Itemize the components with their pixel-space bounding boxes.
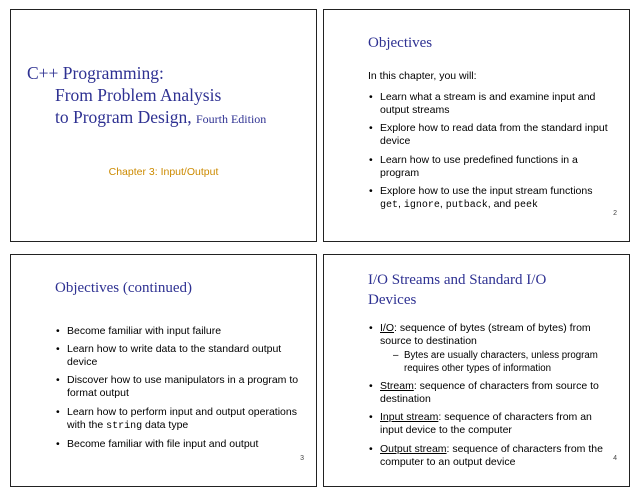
bullet-text: Learn how to write data to the standard output device	[67, 342, 282, 368]
term-stream: Stream	[380, 379, 414, 392]
bullet-text: Become familiar with file input and output	[67, 438, 259, 451]
page-number: 4	[613, 455, 617, 462]
bullet-text: Learn how to perform input and output operations with the	[67, 405, 297, 431]
bullet-item	[368, 154, 615, 180]
bullet-text: Learn how to use predefined functions in a program	[380, 153, 578, 179]
sub-bullet	[393, 350, 615, 374]
slide-title: Objectives	[368, 35, 433, 51]
term-output-stream: Output stream	[380, 442, 447, 455]
bullet-item	[368, 411, 615, 437]
bullet-text: , and	[487, 198, 515, 211]
term-io: I/O	[380, 322, 395, 334]
chapter-subtitle: Chapter 3: Input/Output	[108, 166, 219, 178]
bullet-list	[368, 91, 615, 213]
intro-text: In this chapter, you will:	[368, 69, 477, 82]
bullet-item	[368, 122, 615, 148]
edition-label: Fourth Edition	[195, 112, 267, 126]
sub-bullet-text: Bytes are usually characters, unless program requires other types of information	[404, 350, 598, 374]
bullet-item	[55, 406, 302, 434]
book-title	[27, 62, 302, 130]
bullet-item	[368, 185, 615, 213]
bullet-text: Become familiar with input failure	[67, 324, 222, 337]
code-putback: putback	[445, 200, 488, 212]
code-ignore: ignore	[403, 200, 440, 212]
bullet-item	[368, 443, 615, 469]
slide-title: I/O Streams and Standard I/O Devices	[368, 272, 547, 308]
bullet-item	[55, 325, 302, 338]
term-input-stream: Input stream	[380, 411, 439, 424]
slide-body	[368, 70, 615, 213]
bullet-text: Discover how to use manipulators in a program to format output	[67, 374, 299, 400]
slide-body	[368, 322, 615, 469]
bullet-text: : sequence of characters from source to destination	[380, 379, 599, 405]
bullet-text: Explore how to use the input stream functions	[380, 185, 593, 198]
bullet-item	[368, 91, 615, 117]
bullet-text: ,	[439, 198, 446, 211]
book-title-line3-text: to Program Design,	[55, 107, 192, 127]
bullet-text: : sequence of characters from an input device to the computer	[380, 411, 592, 437]
page-number: 2	[613, 210, 617, 217]
book-title-line3	[55, 106, 302, 130]
bullet-text: Explore how to read data from the standard input device	[380, 122, 608, 148]
bullet-text: Learn what a stream is and examine input and output streams	[380, 90, 596, 116]
bullet-item	[368, 322, 615, 375]
bullet-text: data type	[142, 418, 189, 431]
page-number: 3	[300, 455, 304, 462]
code-string: string	[106, 420, 143, 432]
bullet-item	[55, 343, 302, 369]
bullet-text: ,	[398, 198, 404, 211]
book-title-line1: C++ Programming:	[27, 63, 164, 83]
bullet-text: : sequence of bytes (stream of bytes) from source to destination	[380, 322, 591, 348]
bullet-list	[55, 325, 302, 452]
bullet-item	[55, 438, 302, 451]
bullet-list	[368, 322, 615, 469]
book-title-line2: From Problem Analysis	[55, 85, 222, 105]
slide-io-streams	[323, 254, 630, 487]
slide-title: Objectives (continued)	[55, 280, 193, 296]
code-get: get	[380, 200, 399, 212]
slide-title-slide	[10, 9, 317, 242]
code-peek: peek	[514, 200, 539, 212]
slide-objectives-continued	[10, 254, 317, 487]
bullet-text: : sequence of characters from the computer to an output device	[380, 442, 603, 468]
bullet-item	[368, 380, 615, 406]
slide-body	[55, 325, 302, 452]
bullet-item	[55, 374, 302, 400]
slide-objectives	[323, 9, 630, 242]
